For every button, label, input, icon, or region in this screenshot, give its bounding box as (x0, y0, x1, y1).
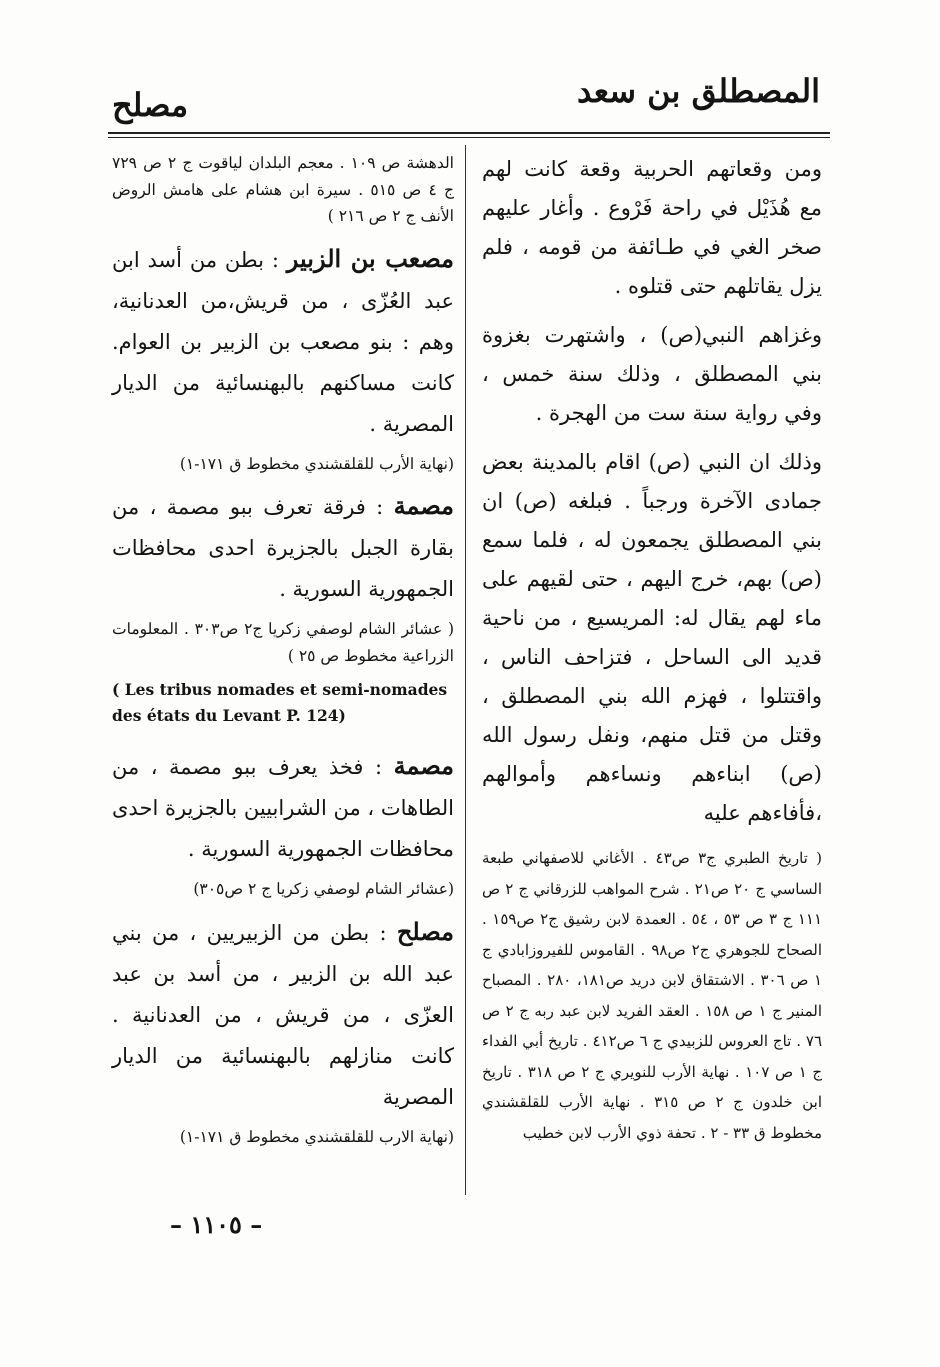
entry-text: : فخذ يعرف ببو مصمة ، من الطاهات ، من الشرابيين بالجزيرة احدى محافظات الجمهورية السورية . (112, 755, 454, 861)
header-rule-thin (108, 137, 830, 138)
entry-reference: (نهاية الأرب للقلقشندي مخطوط ق ١٧١-١) (179, 454, 454, 473)
entry (112, 745, 454, 903)
entry-body (112, 745, 454, 870)
running-head-right: المصطلق بن سعد (576, 72, 820, 110)
page-number: – ١١٠٥ – (170, 1210, 263, 1239)
running-head-left: مصلح (112, 86, 189, 124)
entry-reference: (نهاية الارب للقلقشندي مخطوط ق ١٧١-١) (179, 1127, 454, 1146)
paragraph: وذلك ان النبي (ص) اقام بالمدينة بعض جمادى الآخرة ورجباً . فبلغه (ص) ان بني المصطلق يجمعون له ، فلما سمع (ص) بهم، خرج اليهم ، حتى لقيهم على ماء لهم يقال له: المريسيع ، من ناحية قديد الى الساحل ، فتزاحف الناس ، واقتتلوا ، فهزم الله بني المصطلق ، وقتل من قتل منهم، ونفل رسول الله (ص) ابناءهم ونساءهم وأموالهم ،فأفاءهم عليه (482, 450, 822, 825)
entry-latin-reference: ( Les tribus nomades et semi-nomades des états du Levant P. 124) (112, 680, 448, 725)
references: ( تاريخ الطبري ج٣ ص٤٣ . الأغاني للاصفهاني طبعة الساسي ج ٢٠ ص٢١ . شرح المواهب للزرقاني ج ٢ ص ١١١ ج ٣ ص ٥٣ ، ٥٤ . العمدة لابن رشيق ج٢ ص١٥٩ . الصحاح للجوهري ج٢ ص٩٨ . القاموس للفيروزابادي ج ١ ص ٣٠٦ . الاشتقاق لابن دريد ص١٨١، ٢٨٠ . المصباح المنير ج ١ ص ١٥٨ . العقد الفريد لابن عبد ربه ج ٢ ص ٧٦ . تاج العروس للزبيدي ج ٦ ص٤١٢ . تاريخ أبي الفداء ج ١ ص ١٠٧ . نهاية الأرب للنويري ج ٢ ص ٣١٨ . تاريخ ابن خلدون ج ٢ ص ٣١٥ . نهاية الأرب للقلقشندي مخطوط ق ٣٣ - ٢ . تحفة ذوي الأرب لابن خطيب (482, 849, 823, 1142)
entry-headword: مصمة (393, 751, 454, 780)
paragraph: ومن وقعاتهم الحربية وقعة كانت لهم مع هُذَيْل في راحة فَرْوع . وأغار عليهم صخر الغي في طـائفة من قومه ، فلم يزل يقاتلهم حتى قتلوه . (482, 157, 822, 298)
column-divider (465, 145, 466, 1195)
entry-text: : بطن من الزبيريين ، من بني عبد الله بن الزبير ، من أسد بن عبد العزّى ، من قريش ، من العدنانية . كانت منازلهم بالبهنسائية من الديار المصرية (112, 920, 454, 1109)
entry (112, 238, 454, 478)
entry (112, 485, 454, 729)
right-column (482, 150, 822, 1148)
entry (112, 911, 454, 1151)
left-column (112, 150, 454, 1158)
entry-headword: مصلح (396, 916, 454, 946)
entry-text: : فرقة تعرف ببو مصمة ، من بقارة الجبل بالجزيرة احدى محافظات الجمهورية السورية . (112, 495, 454, 601)
entry-body (112, 485, 454, 610)
entry-headword: مصعب بن الزبير (286, 243, 455, 273)
entry-reference: (عشائر الشام لوصفي زكريا ج ٢ ص٣٠٥) (193, 880, 454, 898)
entry-body (112, 238, 454, 445)
entry-text: : بطن من أسد ابن عبد العُزّى ، من قريش،من العدنانية، وهم : بنو مصعب بن الزبير بن العوام. كانت مساكنهم بالبهنسائية من الديار المصرية . (112, 247, 454, 436)
references: الدهشة ص ١٠٩ . معجم البلدان لياقوت ج ٢ ص ٧٢٩ ج ٤ ص ٥١٥ . سيرة ابن هشام على هامش الروض الأنف ج ٢ ص ٢١٦ ) (112, 154, 455, 225)
paragraph: وغزاهم النبي(ص) ، واشتهرت بغزوة بني المصطلق ، وذلك سنة خمس ، وفي رواية سنة ست من الهجرة . (482, 323, 822, 425)
entry-reference: ( عشائر الشام لوصفي زكريا ج٢ ص٣٠٣ . المعلومات الزراعية مخطوط ص ٢٥ ) (112, 620, 454, 665)
entry-body (112, 911, 454, 1118)
header-rule (108, 132, 830, 134)
entry-headword: مصمة (393, 491, 454, 520)
